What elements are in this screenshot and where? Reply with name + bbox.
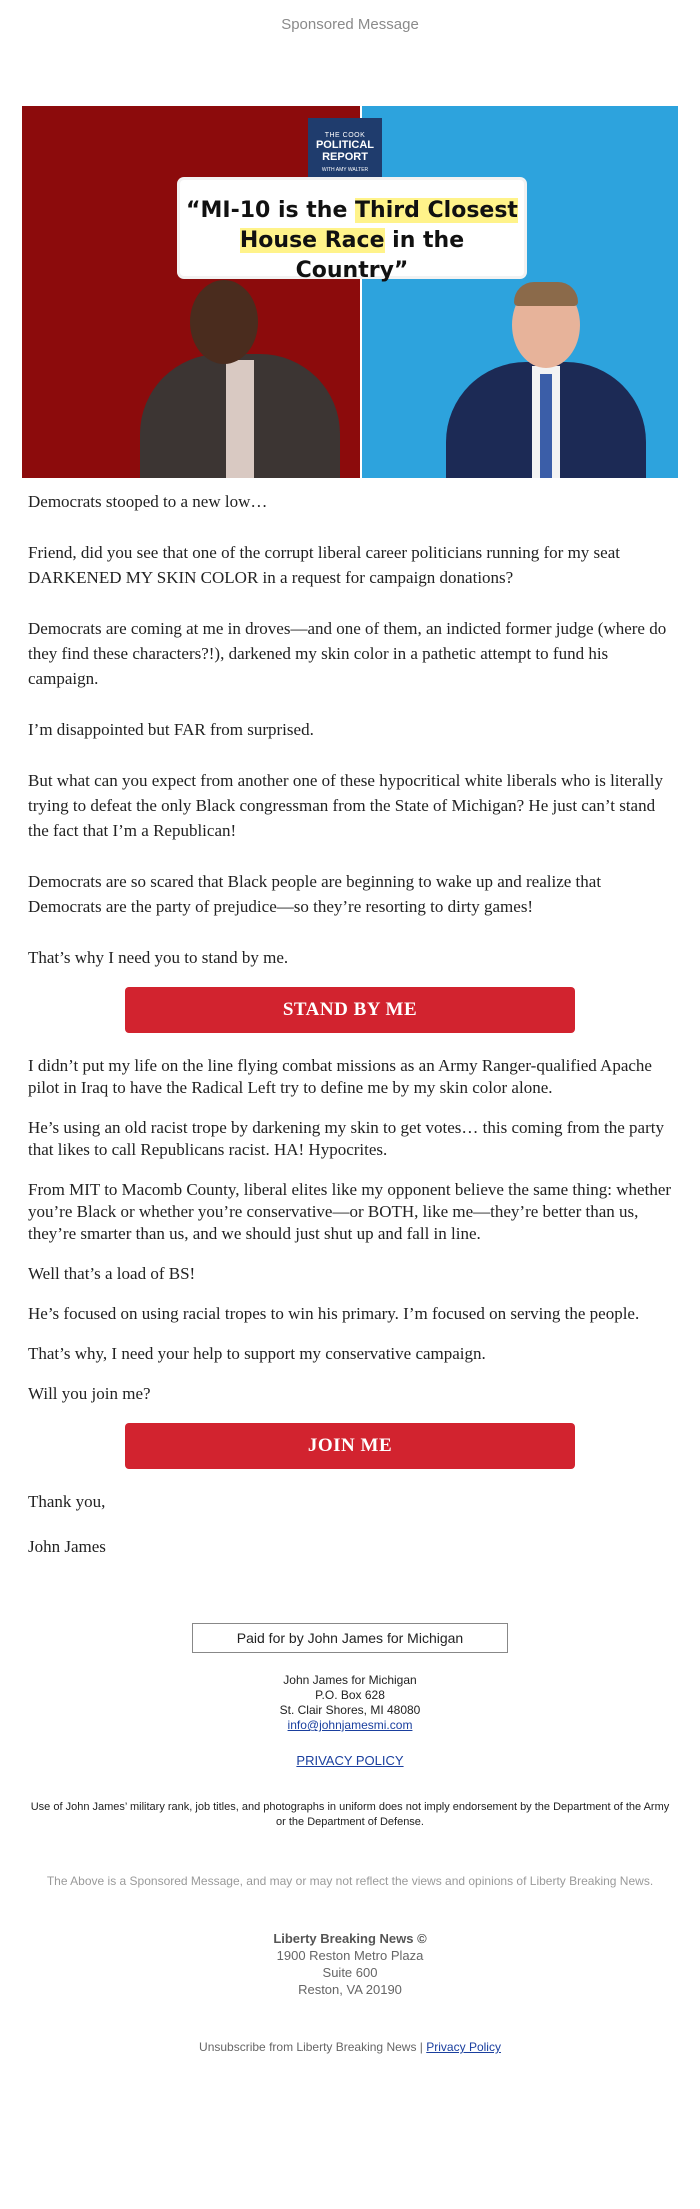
publisher-street: 1900 Reston Metro Plaza bbox=[276, 1948, 424, 1963]
join-me-button[interactable]: JOIN ME bbox=[125, 1423, 575, 1469]
paragraph: I’m disappointed but FAR from surprised. bbox=[28, 720, 314, 739]
paragraph: He’s focused on using racial tropes to win his primary. I’m focused on serving the people. bbox=[28, 1304, 640, 1323]
person-shirt bbox=[226, 360, 254, 478]
campaign-footer bbox=[0, 1623, 700, 1830]
email-body-continued bbox=[0, 1055, 700, 1405]
publisher-address bbox=[0, 1930, 700, 1998]
paragraph: Democrats are so scared that Black people are beginning to wake up and realize that Democrats are the party of prejudice—so they’re resorting to dirty games! bbox=[28, 872, 602, 916]
person-head bbox=[190, 280, 258, 364]
quote-text: in the Country” bbox=[295, 228, 465, 283]
paragraph: Will you join me? bbox=[28, 1384, 151, 1403]
quote-highlight: House Race bbox=[239, 228, 385, 253]
sponsored-label: Sponsored Message bbox=[281, 16, 419, 33]
person-tie bbox=[540, 374, 552, 478]
quote-highlight: Third Closest bbox=[355, 198, 518, 223]
candidate-photo-left bbox=[140, 278, 340, 478]
privacy-wrap bbox=[0, 1753, 700, 1768]
po-box: P.O. Box 628 bbox=[315, 1688, 385, 1702]
logo-line: WITH AMY WALTER bbox=[321, 167, 369, 173]
hero-quote bbox=[180, 180, 524, 283]
paragraph: Well that’s a load of BS! bbox=[28, 1264, 196, 1283]
paragraph: That’s why I need you to stand by me. bbox=[28, 948, 289, 967]
paragraph: Friend, did you see that one of the corrupt liberal career politicians running for my seat DARKENED MY SKIN COLOR in a request for campaign donations? bbox=[28, 543, 620, 587]
logo-line: THE COOK bbox=[324, 132, 366, 139]
footer-separator: | bbox=[419, 2040, 423, 2054]
privacy-policy-link[interactable]: PRIVACY POLICY bbox=[296, 1753, 404, 1768]
org-name: John James for Michigan bbox=[283, 1673, 417, 1687]
paragraph: From MIT to Macomb County, liberal elites like my opponent believe the same thing: whether you’re Black or whether you’re conservative—or BOTH, like me—they’re better than us, they’re smarter than us, and we should just shut up and fall in line. bbox=[28, 1180, 672, 1243]
paid-for-box: Paid for by John James for Michigan bbox=[192, 1623, 508, 1653]
paragraph: But what can you expect from another one of these hypocritical white liberals who is literally trying to defeat the only Black congressman from the State of Michigan? He just can’t stand the fact that I’m a Republican! bbox=[28, 771, 663, 840]
signoff-block bbox=[0, 1489, 700, 1559]
cta-wrap bbox=[0, 1423, 700, 1469]
stand-by-me-button[interactable]: STAND BY ME bbox=[125, 987, 575, 1033]
paragraph: Democrats stooped to a new low… bbox=[28, 492, 268, 511]
email-body bbox=[0, 489, 700, 970]
cta-wrap bbox=[0, 987, 700, 1033]
publisher-name: Liberty Breaking News © bbox=[273, 1931, 427, 1946]
quote-text: “MI-10 is the bbox=[186, 198, 356, 223]
sponsored-disclaimer: The Above is a Sponsored Message, and may or may not reflect the views and opinions of Liberty Breaking News. bbox=[46, 1874, 654, 1888]
unsubscribe-link[interactable]: Unsubscribe from Liberty Breaking News bbox=[199, 2040, 417, 2054]
paragraph: I didn’t put my life on the line flying combat missions as an Army Ranger-qualified Apache pilot in Iraq to have the Radical Left try to define me by my skin color alone. bbox=[28, 1056, 652, 1097]
email-link[interactable]: info@johnjamesmi.com bbox=[287, 1718, 413, 1732]
paragraph: That’s why, I need your help to support my conservative campaign. bbox=[28, 1344, 486, 1363]
footer-privacy-link[interactable]: Privacy Policy bbox=[426, 2040, 501, 2054]
campaign-address bbox=[0, 1673, 700, 1733]
candidate-photo-right bbox=[446, 282, 646, 478]
publisher-city: Reston, VA 20190 bbox=[298, 1982, 402, 1997]
logo-line: POLITICAL bbox=[315, 139, 375, 151]
signoff: Thank you, bbox=[28, 1492, 106, 1511]
paragraph: He’s using an old racist trope by darkening my skin to get votes… this coming from the party that likes to call Republicans racist. HA! Hypocrites. bbox=[28, 1118, 664, 1159]
signature: John James bbox=[28, 1537, 106, 1556]
person-hair bbox=[514, 282, 578, 306]
city-line: St. Clair Shores, MI 48080 bbox=[279, 1703, 421, 1717]
unsubscribe-footer bbox=[0, 2040, 700, 2054]
publisher-suite: Suite 600 bbox=[322, 1965, 378, 1980]
hero-image[interactable] bbox=[22, 106, 678, 478]
logo-line: REPORT bbox=[322, 151, 368, 163]
paragraph: Democrats are coming at me in droves—and one of them, an indicted former judge (where do they find these characters?!), darkened my skin color in a pathetic attempt to fund his campaign. bbox=[28, 619, 667, 688]
military-disclaimer: Use of John James’ military rank, job titles, and photographs in uniform does not imply endorsement by the Department of the Army or the Department of Defense. bbox=[30, 1801, 670, 1828]
